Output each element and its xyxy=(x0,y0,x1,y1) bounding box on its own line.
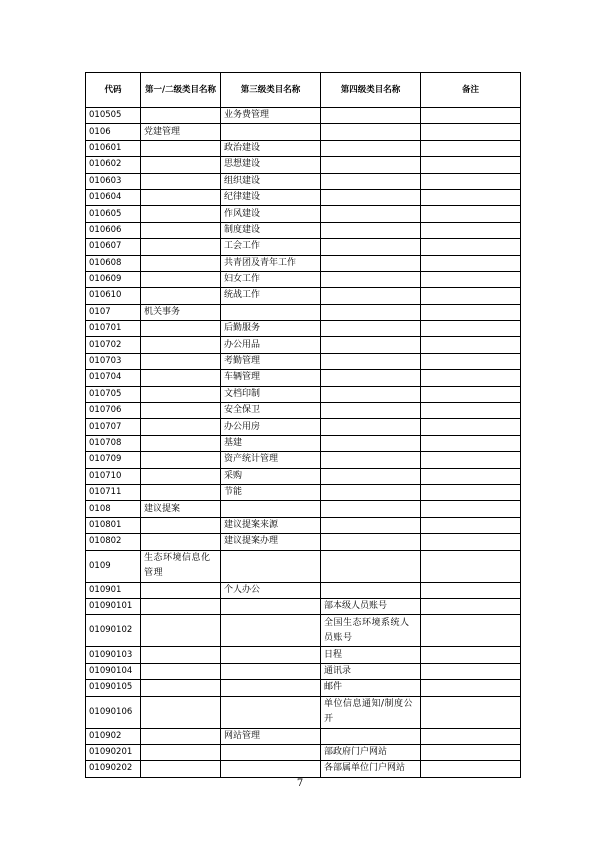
level3-name-cell: 采购 xyxy=(221,468,321,484)
level1-2-name-cell xyxy=(141,370,221,386)
level4-name-cell xyxy=(321,140,421,156)
code-cell: 0109 xyxy=(86,550,141,582)
header-remarks: 备注 xyxy=(421,73,521,108)
code-cell: 01090106 xyxy=(86,696,141,728)
level4-name-cell xyxy=(321,582,421,598)
remarks-cell xyxy=(421,696,521,728)
level3-name-cell xyxy=(221,615,321,647)
level1-2-name-cell xyxy=(141,696,221,728)
remarks-cell xyxy=(421,647,521,663)
table-body xyxy=(86,108,521,778)
remarks-cell xyxy=(421,419,521,435)
table-row xyxy=(86,435,521,451)
remarks-cell xyxy=(421,534,521,550)
code-cell: 010901 xyxy=(86,582,141,598)
level3-name-cell xyxy=(221,744,321,760)
table-row xyxy=(86,124,521,140)
code-cell: 010709 xyxy=(86,452,141,468)
level1-2-name-cell xyxy=(141,222,221,238)
remarks-cell xyxy=(421,386,521,402)
table-row xyxy=(86,663,521,679)
table-header-row xyxy=(86,73,521,108)
level4-name-cell xyxy=(321,534,421,550)
code-cell: 010608 xyxy=(86,255,141,271)
level3-name-cell xyxy=(221,124,321,140)
table-row xyxy=(86,173,521,189)
level3-name-cell: 文档印制 xyxy=(221,386,321,402)
level4-name-cell xyxy=(321,403,421,419)
code-cell: 010606 xyxy=(86,222,141,238)
page-number: 7 xyxy=(296,778,304,789)
level4-name-cell xyxy=(321,353,421,369)
table-row xyxy=(86,582,521,598)
code-cell: 010610 xyxy=(86,288,141,304)
remarks-cell xyxy=(421,173,521,189)
level3-name-cell: 节能 xyxy=(221,484,321,500)
level4-name-cell: 全国生态环境系统人员账号 xyxy=(321,615,421,647)
level1-2-name-cell xyxy=(141,386,221,402)
level3-name-cell: 政治建设 xyxy=(221,140,321,156)
table-row xyxy=(86,534,521,550)
table-row xyxy=(86,370,521,386)
level4-name-cell xyxy=(321,435,421,451)
level1-2-name-cell xyxy=(141,321,221,337)
level1-2-name-cell: 党建管理 xyxy=(141,124,221,140)
code-cell: 0108 xyxy=(86,501,141,517)
code-cell: 010505 xyxy=(86,108,141,124)
code-cell: 010902 xyxy=(86,728,141,744)
level4-name-cell xyxy=(321,189,421,205)
header-level4: 第四级类目名称 xyxy=(321,73,421,108)
level3-name-cell xyxy=(221,696,321,728)
level4-name-cell: 部本级人员账号 xyxy=(321,598,421,614)
code-cell: 01090105 xyxy=(86,680,141,696)
level4-name-cell xyxy=(321,239,421,255)
table-row xyxy=(86,321,521,337)
level1-2-name-cell xyxy=(141,452,221,468)
remarks-cell xyxy=(421,403,521,419)
remarks-cell xyxy=(421,680,521,696)
table-row xyxy=(86,419,521,435)
remarks-cell xyxy=(421,761,521,777)
code-cell: 010801 xyxy=(86,517,141,533)
remarks-cell xyxy=(421,582,521,598)
level1-2-name-cell xyxy=(141,108,221,124)
level4-name-cell: 各部属单位门户网站 xyxy=(321,761,421,777)
code-cell: 01090104 xyxy=(86,663,141,679)
level1-2-name-cell xyxy=(141,206,221,222)
header-level1-2: 第一/二级类目名称 xyxy=(141,73,221,108)
remarks-cell xyxy=(421,484,521,500)
level1-2-name-cell xyxy=(141,744,221,760)
level1-2-name-cell xyxy=(141,288,221,304)
level4-name-cell xyxy=(321,173,421,189)
table-row xyxy=(86,728,521,744)
level4-name-cell xyxy=(321,337,421,353)
level1-2-name-cell xyxy=(141,271,221,287)
remarks-cell xyxy=(421,189,521,205)
level3-name-cell: 业务费管理 xyxy=(221,108,321,124)
level3-name-cell: 网站管理 xyxy=(221,728,321,744)
table-row xyxy=(86,647,521,663)
level1-2-name-cell xyxy=(141,157,221,173)
table-row xyxy=(86,337,521,353)
level1-2-name-cell xyxy=(141,517,221,533)
remarks-cell xyxy=(421,337,521,353)
level3-name-cell: 基建 xyxy=(221,435,321,451)
remarks-cell xyxy=(421,501,521,517)
level1-2-name-cell xyxy=(141,615,221,647)
level4-name-cell: 通讯录 xyxy=(321,663,421,679)
level3-name-cell: 后勤服务 xyxy=(221,321,321,337)
table-row xyxy=(86,255,521,271)
level4-name-cell xyxy=(321,452,421,468)
level3-name-cell: 个人办公 xyxy=(221,582,321,598)
level1-2-name-cell xyxy=(141,680,221,696)
level3-name-cell xyxy=(221,304,321,320)
code-cell: 010602 xyxy=(86,157,141,173)
table-row xyxy=(86,222,521,238)
remarks-cell xyxy=(421,255,521,271)
level3-name-cell: 制度建设 xyxy=(221,222,321,238)
header-level3: 第三级类目名称 xyxy=(221,73,321,108)
remarks-cell xyxy=(421,271,521,287)
table-row xyxy=(86,239,521,255)
level4-name-cell xyxy=(321,321,421,337)
code-cell: 010601 xyxy=(86,140,141,156)
level1-2-name-cell: 建议提案 xyxy=(141,501,221,517)
code-cell: 01090201 xyxy=(86,744,141,760)
table-row xyxy=(86,680,521,696)
remarks-cell xyxy=(421,468,521,484)
table-row xyxy=(86,550,521,582)
code-cell: 010609 xyxy=(86,271,141,287)
level4-name-cell xyxy=(321,517,421,533)
level4-name-cell xyxy=(321,419,421,435)
level1-2-name-cell: 机关事务 xyxy=(141,304,221,320)
level4-name-cell xyxy=(321,206,421,222)
table-row xyxy=(86,189,521,205)
remarks-cell xyxy=(421,615,521,647)
table-row xyxy=(86,696,521,728)
table-row xyxy=(86,304,521,320)
table-row xyxy=(86,468,521,484)
remarks-cell xyxy=(421,321,521,337)
table-row xyxy=(86,761,521,777)
table-row xyxy=(86,386,521,402)
table-row xyxy=(86,744,521,760)
remarks-cell xyxy=(421,140,521,156)
level4-name-cell xyxy=(321,386,421,402)
level4-name-cell xyxy=(321,370,421,386)
remarks-cell xyxy=(421,288,521,304)
level3-name-cell: 作风建设 xyxy=(221,206,321,222)
table-row xyxy=(86,403,521,419)
code-cell: 010708 xyxy=(86,435,141,451)
code-cell: 010707 xyxy=(86,419,141,435)
category-table xyxy=(85,72,521,778)
remarks-cell xyxy=(421,744,521,760)
level1-2-name-cell xyxy=(141,728,221,744)
level4-name-cell xyxy=(321,288,421,304)
table-row xyxy=(86,271,521,287)
level4-name-cell xyxy=(321,550,421,582)
level1-2-name-cell xyxy=(141,534,221,550)
level4-name-cell xyxy=(321,157,421,173)
level4-name-cell xyxy=(321,501,421,517)
code-cell: 01090102 xyxy=(86,615,141,647)
table-row xyxy=(86,615,521,647)
level1-2-name-cell xyxy=(141,140,221,156)
code-cell: 010604 xyxy=(86,189,141,205)
remarks-cell xyxy=(421,663,521,679)
code-cell: 010802 xyxy=(86,534,141,550)
remarks-cell xyxy=(421,353,521,369)
level1-2-name-cell xyxy=(141,419,221,435)
table-row xyxy=(86,452,521,468)
level1-2-name-cell xyxy=(141,435,221,451)
level4-name-cell xyxy=(321,728,421,744)
level3-name-cell: 安全保卫 xyxy=(221,403,321,419)
level3-name-cell: 思想建设 xyxy=(221,157,321,173)
level1-2-name-cell: 生态环境信息化管理 xyxy=(141,550,221,582)
level3-name-cell: 统战工作 xyxy=(221,288,321,304)
level1-2-name-cell xyxy=(141,337,221,353)
code-cell: 010603 xyxy=(86,173,141,189)
level3-name-cell xyxy=(221,647,321,663)
remarks-cell xyxy=(421,517,521,533)
remarks-cell xyxy=(421,206,521,222)
level4-name-cell xyxy=(321,304,421,320)
table-row xyxy=(86,598,521,614)
level4-name-cell: 邮件 xyxy=(321,680,421,696)
level3-name-cell: 建议提案办理 xyxy=(221,534,321,550)
level3-name-cell: 纪律建设 xyxy=(221,189,321,205)
level1-2-name-cell xyxy=(141,663,221,679)
level3-name-cell: 共青团及青年工作 xyxy=(221,255,321,271)
remarks-cell xyxy=(421,304,521,320)
level3-name-cell: 工会工作 xyxy=(221,239,321,255)
table-row xyxy=(86,501,521,517)
code-cell: 010702 xyxy=(86,337,141,353)
level4-name-cell xyxy=(321,222,421,238)
level3-name-cell: 组织建设 xyxy=(221,173,321,189)
code-cell: 0106 xyxy=(86,124,141,140)
level1-2-name-cell xyxy=(141,173,221,189)
remarks-cell xyxy=(421,222,521,238)
table-row xyxy=(86,353,521,369)
level1-2-name-cell xyxy=(141,239,221,255)
code-cell: 010711 xyxy=(86,484,141,500)
level3-name-cell xyxy=(221,501,321,517)
level3-name-cell: 考勤管理 xyxy=(221,353,321,369)
header-code: 代码 xyxy=(86,73,141,108)
table-row xyxy=(86,484,521,500)
level1-2-name-cell xyxy=(141,353,221,369)
code-cell: 01090103 xyxy=(86,647,141,663)
code-cell: 010704 xyxy=(86,370,141,386)
level4-name-cell xyxy=(321,271,421,287)
table-row xyxy=(86,157,521,173)
code-cell: 010607 xyxy=(86,239,141,255)
level1-2-name-cell xyxy=(141,468,221,484)
level4-name-cell: 单位信息通知/制度公开 xyxy=(321,696,421,728)
remarks-cell xyxy=(421,124,521,140)
code-cell: 01090202 xyxy=(86,761,141,777)
remarks-cell xyxy=(421,728,521,744)
level1-2-name-cell xyxy=(141,403,221,419)
level4-name-cell xyxy=(321,124,421,140)
code-cell: 0107 xyxy=(86,304,141,320)
remarks-cell xyxy=(421,239,521,255)
remarks-cell xyxy=(421,157,521,173)
level3-name-cell: 车辆管理 xyxy=(221,370,321,386)
table-row xyxy=(86,288,521,304)
code-cell: 010701 xyxy=(86,321,141,337)
remarks-cell xyxy=(421,108,521,124)
level3-name-cell xyxy=(221,761,321,777)
table-row xyxy=(86,140,521,156)
level3-name-cell: 资产统计管理 xyxy=(221,452,321,468)
level4-name-cell: 日程 xyxy=(321,647,421,663)
level1-2-name-cell xyxy=(141,761,221,777)
remarks-cell xyxy=(421,452,521,468)
level3-name-cell: 办公用品 xyxy=(221,337,321,353)
level4-name-cell xyxy=(321,484,421,500)
level3-name-cell xyxy=(221,598,321,614)
table-row xyxy=(86,108,521,124)
table-row xyxy=(86,206,521,222)
level4-name-cell xyxy=(321,255,421,271)
code-cell: 010605 xyxy=(86,206,141,222)
level3-name-cell: 建议提案来源 xyxy=(221,517,321,533)
code-cell: 010705 xyxy=(86,386,141,402)
code-cell: 010706 xyxy=(86,403,141,419)
remarks-cell xyxy=(421,598,521,614)
level1-2-name-cell xyxy=(141,484,221,500)
level1-2-name-cell xyxy=(141,582,221,598)
level3-name-cell xyxy=(221,663,321,679)
level1-2-name-cell xyxy=(141,255,221,271)
level3-name-cell xyxy=(221,550,321,582)
level4-name-cell xyxy=(321,468,421,484)
level3-name-cell: 妇女工作 xyxy=(221,271,321,287)
table-row xyxy=(86,517,521,533)
remarks-cell xyxy=(421,550,521,582)
code-cell: 010703 xyxy=(86,353,141,369)
code-cell: 01090101 xyxy=(86,598,141,614)
level4-name-cell xyxy=(321,108,421,124)
level3-name-cell: 办公用房 xyxy=(221,419,321,435)
level3-name-cell xyxy=(221,680,321,696)
code-cell: 010710 xyxy=(86,468,141,484)
level1-2-name-cell xyxy=(141,647,221,663)
level4-name-cell: 部政府门户网站 xyxy=(321,744,421,760)
level1-2-name-cell xyxy=(141,598,221,614)
level1-2-name-cell xyxy=(141,189,221,205)
remarks-cell xyxy=(421,435,521,451)
remarks-cell xyxy=(421,370,521,386)
